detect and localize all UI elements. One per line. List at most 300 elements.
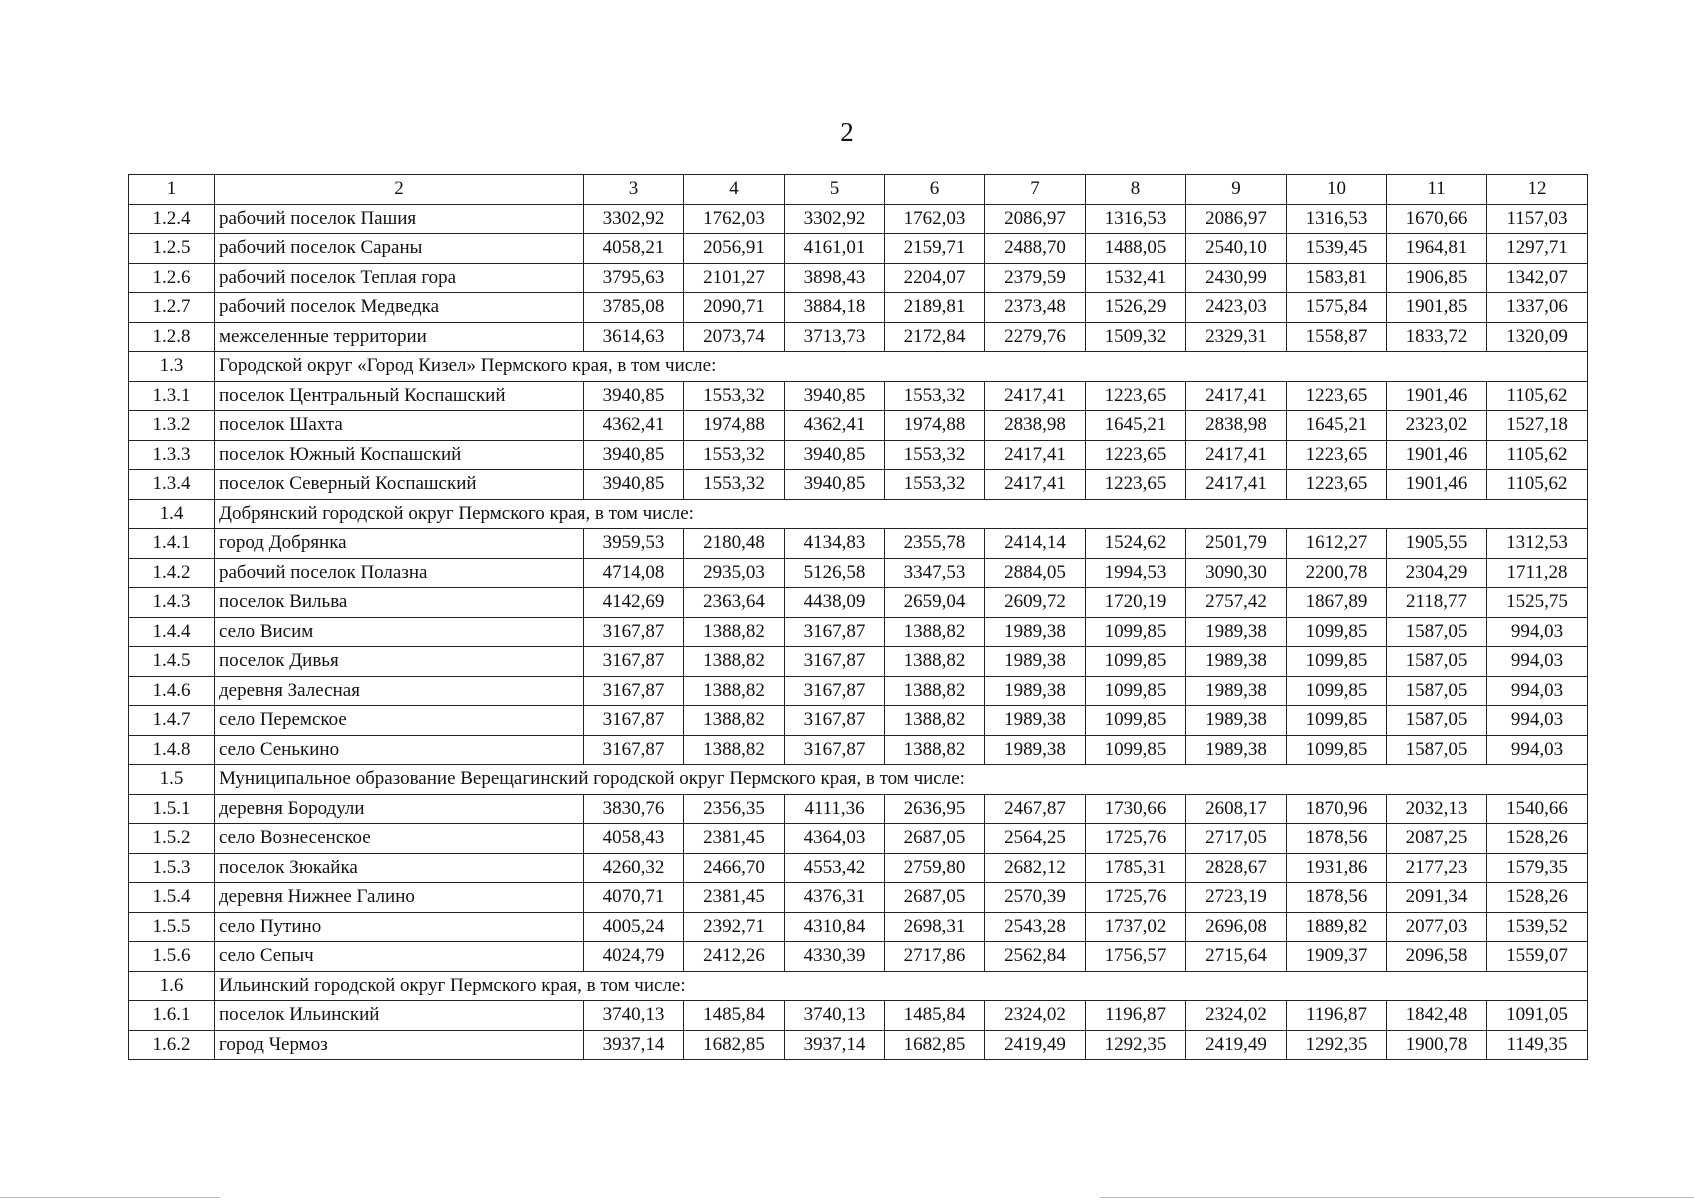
value-cell: 1099,85 (1287, 647, 1387, 677)
value-cell: 1989,38 (985, 617, 1086, 647)
value-cell: 1099,85 (1086, 706, 1186, 736)
value-cell: 1989,38 (985, 647, 1086, 677)
value-cell: 2562,84 (985, 942, 1086, 972)
value-cell: 1737,02 (1086, 912, 1186, 942)
value-cell: 4553,42 (785, 853, 885, 883)
value-cell: 1105,62 (1487, 440, 1588, 470)
value-cell: 3937,14 (584, 1030, 684, 1060)
table-row (129, 588, 1588, 618)
value-cell: 4362,41 (584, 411, 684, 441)
table-row (129, 381, 1588, 411)
value-cell: 1292,35 (1086, 1030, 1186, 1060)
value-cell: 2324,02 (985, 1001, 1086, 1031)
settlement-name: город Добрянка (215, 529, 584, 559)
value-cell: 1388,82 (885, 676, 985, 706)
value-cell: 2828,67 (1186, 853, 1287, 883)
group-header-row (129, 352, 1588, 382)
value-cell: 3167,87 (584, 706, 684, 736)
value-cell: 2570,39 (985, 883, 1086, 913)
value-cell: 1388,82 (885, 647, 985, 677)
row-code: 1.4.8 (129, 735, 215, 765)
value-cell: 1223,65 (1086, 440, 1186, 470)
value-cell: 1553,32 (885, 440, 985, 470)
value-cell: 3167,87 (785, 735, 885, 765)
group-header-row (129, 971, 1588, 1001)
value-cell: 3167,87 (584, 676, 684, 706)
value-cell: 1989,38 (1186, 735, 1287, 765)
value-cell: 3940,85 (584, 440, 684, 470)
value-cell: 3167,87 (785, 647, 885, 677)
value-cell: 2609,72 (985, 588, 1086, 618)
value-cell: 1540,66 (1487, 794, 1588, 824)
value-cell: 2096,58 (1387, 942, 1487, 972)
value-cell: 1785,31 (1086, 853, 1186, 883)
value-cell: 2636,95 (885, 794, 985, 824)
settlement-name: рабочий поселок Пашия (215, 204, 584, 234)
value-cell: 1316,53 (1086, 204, 1186, 234)
value-cell: 1682,85 (684, 1030, 785, 1060)
value-cell: 2564,25 (985, 824, 1086, 854)
value-cell: 1989,38 (985, 706, 1086, 736)
value-cell: 1524,62 (1086, 529, 1186, 559)
value-cell: 3937,14 (785, 1030, 885, 1060)
value-cell: 2501,79 (1186, 529, 1287, 559)
value-cell: 2757,42 (1186, 588, 1287, 618)
row-code: 1.3.1 (129, 381, 215, 411)
column-header: 10 (1287, 175, 1387, 205)
table-row (129, 1001, 1588, 1031)
settlement-name: село Сепыч (215, 942, 584, 972)
value-cell: 2200,78 (1287, 558, 1387, 588)
settlement-name: поселок Южный Коспашский (215, 440, 584, 470)
column-header: 4 (684, 175, 785, 205)
value-cell: 2723,19 (1186, 883, 1287, 913)
settlement-name: деревня Залесная (215, 676, 584, 706)
value-cell: 1901,46 (1387, 440, 1487, 470)
row-code: 1.4.6 (129, 676, 215, 706)
value-cell: 2715,64 (1186, 942, 1287, 972)
value-cell: 3713,73 (785, 322, 885, 352)
value-cell: 994,03 (1487, 706, 1588, 736)
value-cell: 1312,53 (1487, 529, 1588, 559)
column-header: 8 (1086, 175, 1186, 205)
value-cell: 2467,87 (985, 794, 1086, 824)
value-cell: 2417,41 (1186, 381, 1287, 411)
value-cell: 2073,74 (684, 322, 785, 352)
value-cell: 2488,70 (985, 234, 1086, 264)
value-cell: 3167,87 (584, 617, 684, 647)
value-cell: 1388,82 (885, 617, 985, 647)
value-cell: 1485,84 (684, 1001, 785, 1031)
value-cell: 2324,02 (1186, 1001, 1287, 1031)
settlement-name: поселок Зюкайка (215, 853, 584, 883)
value-cell: 2086,97 (1186, 204, 1287, 234)
value-cell: 2180,48 (684, 529, 785, 559)
table-row (129, 912, 1588, 942)
value-cell: 1157,03 (1487, 204, 1588, 234)
value-cell: 1730,66 (1086, 794, 1186, 824)
row-code: 1.3.3 (129, 440, 215, 470)
value-cell: 3795,63 (584, 263, 684, 293)
value-cell: 1539,45 (1287, 234, 1387, 264)
value-cell: 3347,53 (885, 558, 985, 588)
value-cell: 3614,63 (584, 322, 684, 352)
table-row (129, 293, 1588, 323)
value-cell: 1612,27 (1287, 529, 1387, 559)
value-cell: 1485,84 (885, 1001, 985, 1031)
table-row (129, 322, 1588, 352)
value-cell: 994,03 (1487, 617, 1588, 647)
row-code: 1.3.4 (129, 470, 215, 500)
value-cell: 1196,87 (1086, 1001, 1186, 1031)
settlement-name: межселенные территории (215, 322, 584, 352)
table-row (129, 440, 1588, 470)
value-cell: 1316,53 (1287, 204, 1387, 234)
settlement-name: поселок Северный Коспашский (215, 470, 584, 500)
value-cell: 2682,12 (985, 853, 1086, 883)
group-title: Муниципальное образование Верещагинский городской округ Пермского края, в том числе: (215, 765, 1588, 795)
value-cell: 1528,26 (1487, 883, 1588, 913)
column-header: 3 (584, 175, 684, 205)
row-code: 1.4.3 (129, 588, 215, 618)
page-number: 2 (840, 117, 854, 147)
value-cell: 2091,34 (1387, 883, 1487, 913)
value-cell: 5126,58 (785, 558, 885, 588)
value-cell: 2423,03 (1186, 293, 1287, 323)
value-cell: 4310,84 (785, 912, 885, 942)
value-cell: 2363,64 (684, 588, 785, 618)
value-cell: 1320,09 (1487, 322, 1588, 352)
value-cell: 2204,07 (885, 263, 985, 293)
value-cell: 2090,71 (684, 293, 785, 323)
value-cell: 1645,21 (1287, 411, 1387, 441)
value-cell: 1964,81 (1387, 234, 1487, 264)
row-code: 1.4.1 (129, 529, 215, 559)
value-cell: 994,03 (1487, 676, 1588, 706)
row-code: 1.4.4 (129, 617, 215, 647)
value-cell: 4330,39 (785, 942, 885, 972)
column-header: 9 (1186, 175, 1287, 205)
settlement-name: рабочий поселок Полазна (215, 558, 584, 588)
row-code: 1.4.2 (129, 558, 215, 588)
value-cell: 1525,75 (1487, 588, 1588, 618)
value-cell: 1906,85 (1387, 263, 1487, 293)
value-cell: 1901,85 (1387, 293, 1487, 323)
value-cell: 3740,13 (785, 1001, 885, 1031)
row-code: 1.3.2 (129, 411, 215, 441)
settlement-name: поселок Центральный Коспашский (215, 381, 584, 411)
value-cell: 1756,57 (1086, 942, 1186, 972)
table-row (129, 263, 1588, 293)
table-row (129, 558, 1588, 588)
value-cell: 2323,02 (1387, 411, 1487, 441)
tariff-table (128, 174, 1588, 1060)
value-cell: 1223,65 (1086, 470, 1186, 500)
scan-edge-line (0, 1197, 220, 1198)
table-row (129, 706, 1588, 736)
value-cell: 2417,41 (985, 381, 1086, 411)
value-cell: 1099,85 (1287, 735, 1387, 765)
value-cell: 1575,84 (1287, 293, 1387, 323)
table-row (129, 1030, 1588, 1060)
value-cell: 2414,14 (985, 529, 1086, 559)
value-cell: 1149,35 (1487, 1030, 1588, 1060)
settlement-name: поселок Дивья (215, 647, 584, 677)
row-code: 1.5.1 (129, 794, 215, 824)
table-row (129, 942, 1588, 972)
value-cell: 1553,32 (885, 470, 985, 500)
group-title: Ильинский городской округ Пермского края, в том числе: (215, 971, 1588, 1001)
value-cell: 2687,05 (885, 824, 985, 854)
value-cell: 4260,32 (584, 853, 684, 883)
settlement-name: деревня Бородули (215, 794, 584, 824)
value-cell: 2279,76 (985, 322, 1086, 352)
value-cell: 1553,32 (684, 470, 785, 500)
value-cell: 2935,03 (684, 558, 785, 588)
value-cell: 1105,62 (1487, 470, 1588, 500)
group-header-row (129, 499, 1588, 529)
value-cell: 2717,05 (1186, 824, 1287, 854)
value-cell: 2466,70 (684, 853, 785, 883)
value-cell: 1099,85 (1287, 617, 1387, 647)
value-cell: 1583,81 (1287, 263, 1387, 293)
value-cell: 1587,05 (1387, 647, 1487, 677)
value-cell: 1989,38 (1186, 617, 1287, 647)
value-cell: 1388,82 (684, 706, 785, 736)
value-cell: 3167,87 (785, 617, 885, 647)
row-code: 1.5.6 (129, 942, 215, 972)
value-cell: 1579,35 (1487, 853, 1588, 883)
row-code: 1.6 (129, 971, 215, 1001)
settlement-name: поселок Вильва (215, 588, 584, 618)
table-row (129, 735, 1588, 765)
column-header: 11 (1387, 175, 1487, 205)
value-cell: 1989,38 (985, 735, 1086, 765)
value-cell: 1105,62 (1487, 381, 1588, 411)
value-cell: 2381,45 (684, 883, 785, 913)
value-cell: 4111,36 (785, 794, 885, 824)
value-cell: 994,03 (1487, 647, 1588, 677)
value-cell: 1388,82 (885, 706, 985, 736)
value-cell: 4134,83 (785, 529, 885, 559)
row-code: 1.2.6 (129, 263, 215, 293)
value-cell: 3167,87 (785, 706, 885, 736)
value-cell: 4438,09 (785, 588, 885, 618)
column-header: 2 (215, 175, 584, 205)
row-code: 1.5 (129, 765, 215, 795)
value-cell: 1901,46 (1387, 470, 1487, 500)
value-cell: 2717,86 (885, 942, 985, 972)
value-cell: 4005,24 (584, 912, 684, 942)
value-cell: 1682,85 (885, 1030, 985, 1060)
row-code: 1.3 (129, 352, 215, 382)
value-cell: 1099,85 (1086, 676, 1186, 706)
value-cell: 3959,53 (584, 529, 684, 559)
value-cell: 1994,53 (1086, 558, 1186, 588)
value-cell: 1889,82 (1287, 912, 1387, 942)
value-cell: 1974,88 (885, 411, 985, 441)
table-row (129, 883, 1588, 913)
settlement-name: село Перемское (215, 706, 584, 736)
value-cell: 2118,77 (1387, 588, 1487, 618)
value-cell: 1223,65 (1287, 440, 1387, 470)
value-cell: 1337,06 (1487, 293, 1588, 323)
value-cell: 2101,27 (684, 263, 785, 293)
value-cell: 1388,82 (684, 676, 785, 706)
table-row (129, 470, 1588, 500)
value-cell: 1870,96 (1287, 794, 1387, 824)
settlement-name: рабочий поселок Теплая гора (215, 263, 584, 293)
value-cell: 2659,04 (885, 588, 985, 618)
settlement-name: поселок Шахта (215, 411, 584, 441)
value-cell: 2417,41 (985, 470, 1086, 500)
row-code: 1.4.5 (129, 647, 215, 677)
value-cell: 1099,85 (1086, 735, 1186, 765)
group-title: Добрянский городской округ Пермского края, в том числе: (215, 499, 1588, 529)
settlement-name: село Вознесенское (215, 824, 584, 854)
value-cell: 1878,56 (1287, 883, 1387, 913)
value-cell: 4024,79 (584, 942, 684, 972)
value-cell: 1762,03 (684, 204, 785, 234)
value-cell: 2373,48 (985, 293, 1086, 323)
value-cell: 1509,32 (1086, 322, 1186, 352)
value-cell: 3898,43 (785, 263, 885, 293)
value-cell: 1559,07 (1487, 942, 1588, 972)
table-row (129, 853, 1588, 883)
value-cell: 2381,45 (684, 824, 785, 854)
value-cell: 1553,32 (684, 440, 785, 470)
value-cell: 1532,41 (1086, 263, 1186, 293)
value-cell: 2687,05 (885, 883, 985, 913)
value-cell: 2056,91 (684, 234, 785, 264)
value-cell: 2419,49 (1186, 1030, 1287, 1060)
value-cell: 4362,41 (785, 411, 885, 441)
value-cell: 1711,28 (1487, 558, 1588, 588)
value-cell: 1223,65 (1287, 470, 1387, 500)
value-cell: 2304,29 (1387, 558, 1487, 588)
value-cell: 2417,41 (1186, 470, 1287, 500)
value-cell: 3940,85 (785, 440, 885, 470)
value-cell: 3940,85 (785, 470, 885, 500)
value-cell: 2329,31 (1186, 322, 1287, 352)
row-code: 1.6.2 (129, 1030, 215, 1060)
value-cell: 1900,78 (1387, 1030, 1487, 1060)
settlement-name: рабочий поселок Медведка (215, 293, 584, 323)
value-cell: 1587,05 (1387, 617, 1487, 647)
value-cell: 2417,41 (985, 440, 1086, 470)
value-cell: 2379,59 (985, 263, 1086, 293)
value-cell: 1833,72 (1387, 322, 1487, 352)
table-row (129, 529, 1588, 559)
value-cell: 1526,29 (1086, 293, 1186, 323)
value-cell: 3302,92 (584, 204, 684, 234)
group-title: Городской округ «Город Кизел» Пермского края, в том числе: (215, 352, 1588, 382)
value-cell: 1528,26 (1487, 824, 1588, 854)
value-cell: 2077,03 (1387, 912, 1487, 942)
value-cell: 4142,69 (584, 588, 684, 618)
value-cell: 3167,87 (584, 647, 684, 677)
row-code: 1.5.5 (129, 912, 215, 942)
value-cell: 4376,31 (785, 883, 885, 913)
value-cell: 4161,01 (785, 234, 885, 264)
value-cell: 2884,05 (985, 558, 1086, 588)
settlement-name: село Сенькино (215, 735, 584, 765)
settlement-name: село Висим (215, 617, 584, 647)
value-cell: 1297,71 (1487, 234, 1588, 264)
value-cell: 1725,76 (1086, 824, 1186, 854)
value-cell: 994,03 (1487, 735, 1588, 765)
settlement-name: поселок Ильинский (215, 1001, 584, 1031)
row-code: 1.4.7 (129, 706, 215, 736)
value-cell: 1488,05 (1086, 234, 1186, 264)
value-cell: 3302,92 (785, 204, 885, 234)
value-cell: 1223,65 (1287, 381, 1387, 411)
value-cell: 1099,85 (1287, 706, 1387, 736)
table-row (129, 204, 1588, 234)
value-cell: 1342,07 (1487, 263, 1588, 293)
value-cell: 2608,17 (1186, 794, 1287, 824)
value-cell: 1989,38 (985, 676, 1086, 706)
row-code: 1.2.8 (129, 322, 215, 352)
column-header: 12 (1487, 175, 1588, 205)
value-cell: 2392,71 (684, 912, 785, 942)
value-cell: 1553,32 (885, 381, 985, 411)
value-cell: 2032,13 (1387, 794, 1487, 824)
value-cell: 1901,46 (1387, 381, 1487, 411)
settlement-name: рабочий поселок Сараны (215, 234, 584, 264)
value-cell: 1909,37 (1287, 942, 1387, 972)
value-cell: 2172,84 (885, 322, 985, 352)
value-cell: 1099,85 (1086, 617, 1186, 647)
table-row (129, 824, 1588, 854)
value-cell: 3940,85 (584, 381, 684, 411)
value-cell: 2430,99 (1186, 263, 1287, 293)
value-cell: 3785,08 (584, 293, 684, 323)
value-cell: 2417,41 (1186, 440, 1287, 470)
table-body (129, 175, 1588, 1060)
value-cell: 3740,13 (584, 1001, 684, 1031)
value-cell: 2540,10 (1186, 234, 1287, 264)
value-cell: 1905,55 (1387, 529, 1487, 559)
value-cell: 1974,88 (684, 411, 785, 441)
table-row (129, 617, 1588, 647)
value-cell: 1587,05 (1387, 706, 1487, 736)
value-cell: 4364,03 (785, 824, 885, 854)
value-cell: 1553,32 (684, 381, 785, 411)
value-cell: 1099,85 (1086, 647, 1186, 677)
value-cell: 2838,98 (985, 411, 1086, 441)
value-cell: 1989,38 (1186, 676, 1287, 706)
table-row (129, 647, 1588, 677)
row-code: 1.6.1 (129, 1001, 215, 1031)
scan-edge-line (1100, 1197, 1694, 1198)
value-cell: 3167,87 (584, 735, 684, 765)
settlement-name: город Чермоз (215, 1030, 584, 1060)
value-cell: 1527,18 (1487, 411, 1588, 441)
value-cell: 4058,43 (584, 824, 684, 854)
value-cell: 2838,98 (1186, 411, 1287, 441)
row-code: 1.4 (129, 499, 215, 529)
value-cell: 1931,86 (1287, 853, 1387, 883)
value-cell: 2189,81 (885, 293, 985, 323)
value-cell: 1867,89 (1287, 588, 1387, 618)
row-code: 1.5.4 (129, 883, 215, 913)
column-header: 7 (985, 175, 1086, 205)
value-cell: 1720,19 (1086, 588, 1186, 618)
value-cell: 1989,38 (1186, 647, 1287, 677)
value-cell: 1558,87 (1287, 322, 1387, 352)
row-code: 1.5.3 (129, 853, 215, 883)
